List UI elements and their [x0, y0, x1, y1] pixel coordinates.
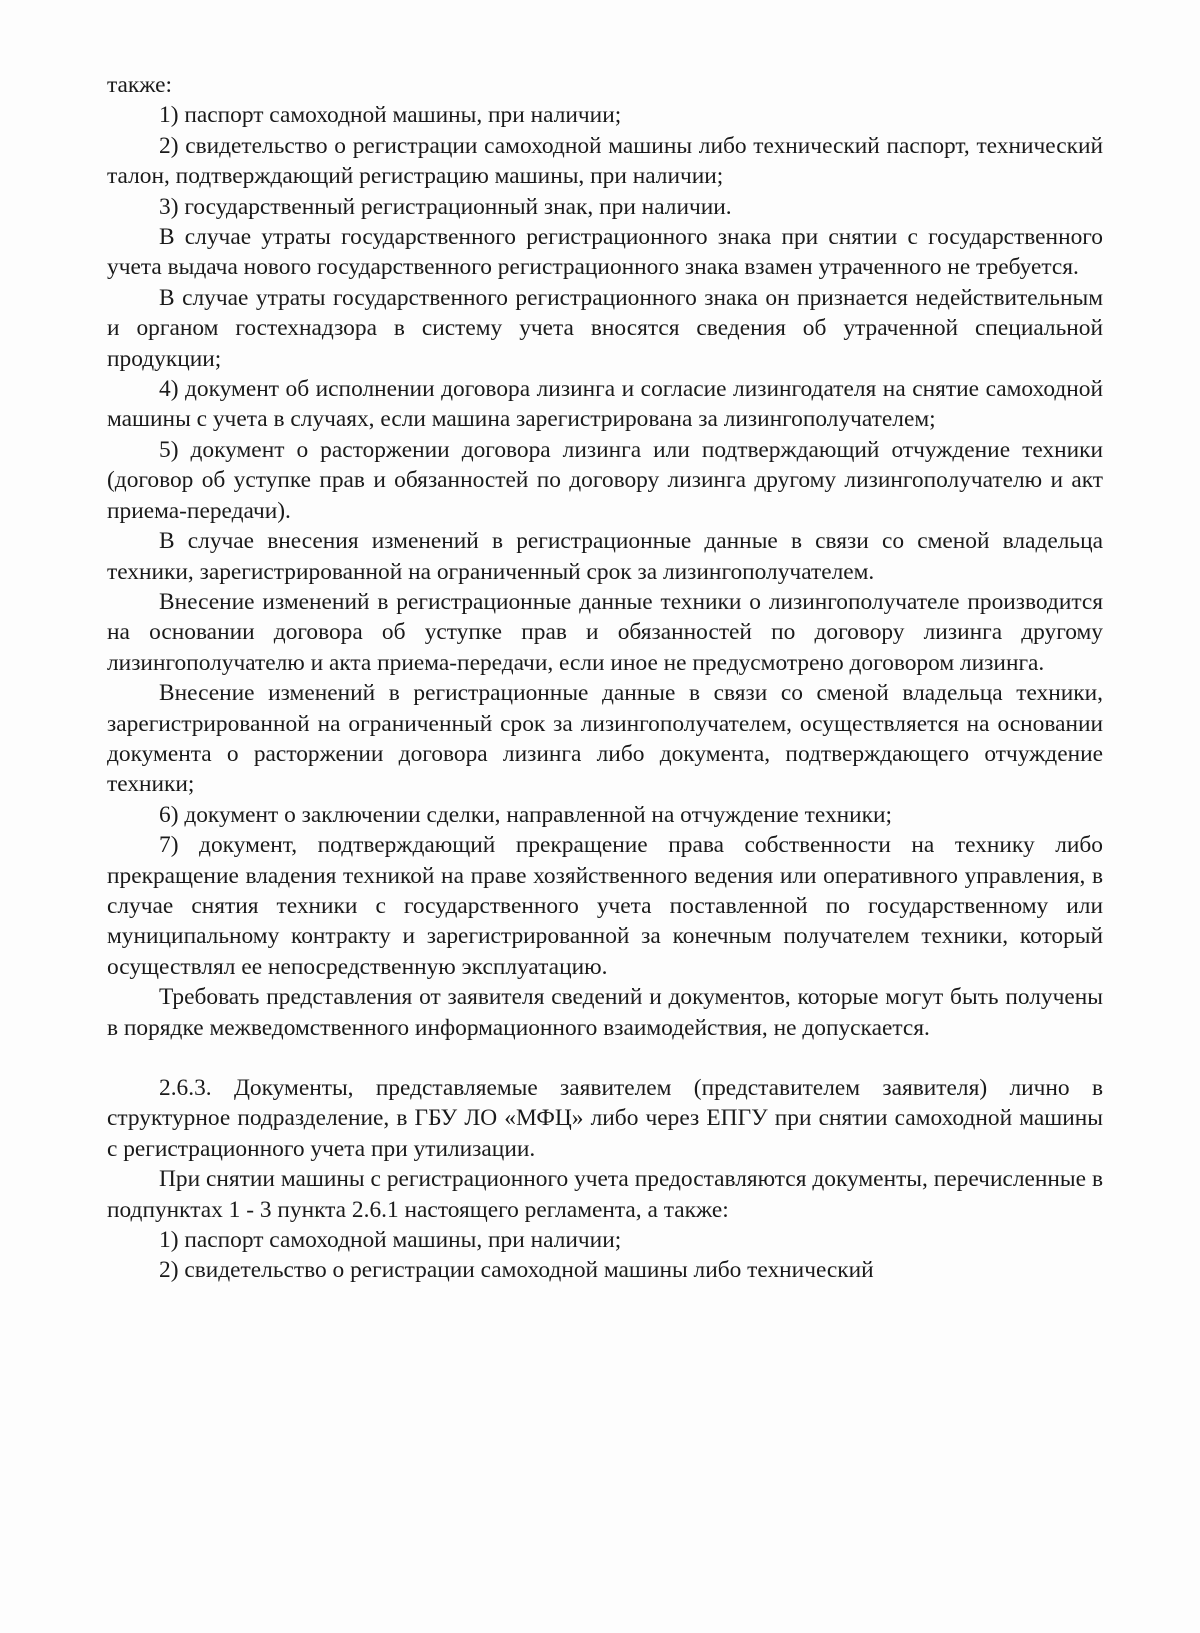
list-item-6-deal: 6) документ о заключении сделки, направленной на отчуждение техники;: [159, 801, 893, 828]
paragraph-owner-change: В случае внесения изменений в регистрационные данные в связи со сменой владельца техники, зарегистрированной на ограниченный срок за лизингополучателем.: [107, 528, 1103, 585]
list-item-4-leasing: 4) документ об исполнении договора лизинга и согласие лизингодателя на снятие самоходной машины с учета в случаях, если машина зарегистрирована за лизингополучателем;: [107, 376, 1103, 433]
list-item-3-plate: 3) государственный регистрационный знак, при наличии.: [159, 193, 732, 220]
paragraph-plate-loss-removal: В случае утраты государственного регистрационного знака при снятии с государственного учета выдача нового государственного регистрационного знака взамен утраченного не требуется.: [107, 224, 1103, 281]
section-2-6-3-heading: 2.6.3. Документы, представляемые заявителем (представителем заявителя) лично в структурное подразделение, в ГБУ ЛО «МФЦ» либо через ЕПГУ при снятии самоходной машины с регистрационного учета при утилизации.: [107, 1075, 1103, 1162]
paragraph-no-request: Требовать представления от заявителя сведений и документов, которые могут быть получены в порядке межведомственного информационного взаимодействия, не допускается.: [107, 984, 1103, 1041]
paragraph-owner-change-basis: Внесение изменений в регистрационные данные в связи со сменой владельца техники, зарегистрированной на ограниченный срок за лизингополучателем, осуществляется на основании документа о расторжении договора лизинга либо документа, подтверждающего отчуждение техники;: [107, 680, 1103, 798]
paragraph-removal-documents: При снятии машины с регистрационного учета предоставляются документы, перечисленные в подпунктах 1 - 3 пункта 2.6.1 настоящего регламента, а также:: [107, 1166, 1103, 1223]
list-item-1-passport: 1) паспорт самоходной машины, при наличии;: [159, 102, 622, 129]
list-item-2-certificate-utilization: 2) свидетельство о регистрации самоходной машины либо технический: [159, 1257, 874, 1284]
list-item-7-ownership-termination: 7) документ, подтверждающий прекращение права собственности на технику либо прекращение владения техникой на праве хозяйственного ведения или оперативного управления, в случае снятия техники с государственного учета поставленной по государственному или муниципальному контракту и зарегистрированной за конечным получателем техники, который осуществлял ее непосредственную эксплуатацию.: [107, 832, 1103, 980]
list-item-2-certificate: 2) свидетельство о регистрации самоходной машины либо технический паспорт, технический талон, подтверждающий регистрацию машины, при наличии;: [107, 132, 1103, 190]
document-body: [107, 70, 1103, 1286]
paragraph-lessee-change: Внесение изменений в регистрационные данные техники о лизингополучателе производится на основании договора об уступке прав и обязанностей по договору лизинга другому лизингополучателю и акта приема-передачи, если иное не предусмотрено договором лизинга.: [107, 588, 1103, 676]
paragraph-plate-loss-invalid: В случае утраты государственного регистрационного знака он признается недействительным и органом гостехнадзора в систему учета вносятся сведения об утраченной специальной продукции;: [107, 284, 1103, 372]
list-item-1-passport-utilization: 1) паспорт самоходной машины, при наличии;: [159, 1227, 622, 1254]
list-item-5-leasing-termination: 5) документ о расторжении договора лизинга или подтверждающий отчуждение техники (договор об уступке прав и обязанностей по договору лизинга другому лизингополучателю и акт приема-передачи).: [107, 436, 1103, 524]
paragraph-continuation: также:: [107, 72, 172, 98]
